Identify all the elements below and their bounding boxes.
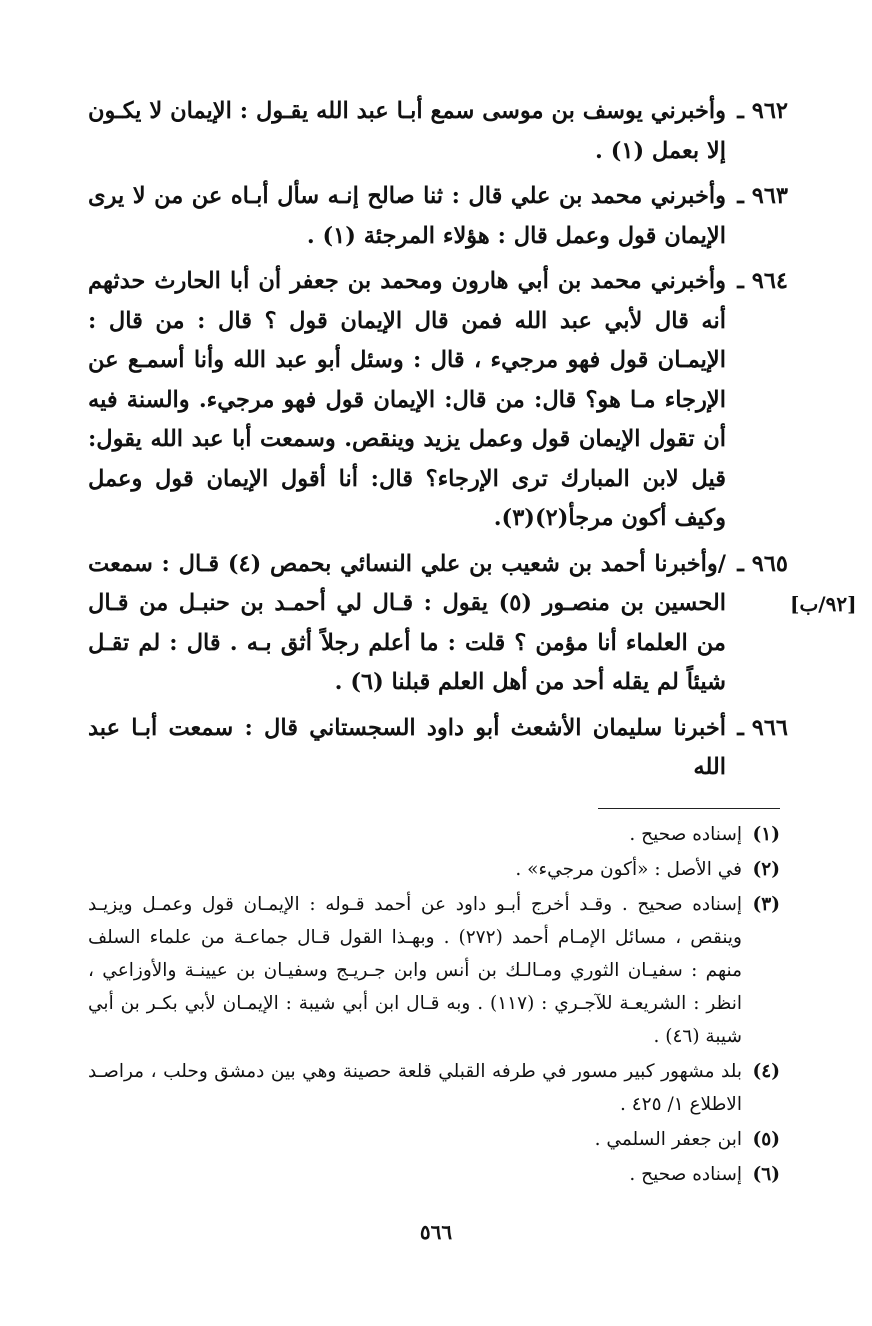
footnote-text: إسناده صحيح . — [629, 824, 742, 845]
entry-text: أخبرنا سليمان الأشعث أبو داود السجستاني قال : سمعت أبـا عبد الله — [88, 714, 726, 780]
footnote-number: (٤) — [752, 1061, 780, 1082]
entry-number: ٩٦٥ ـ — [737, 550, 788, 577]
footnote-number: (٢) — [752, 859, 780, 880]
entry-text: وأخبرني محمد بن علي قال : ثنا صالح إنـه سأل أبـاه عن من لا يرى الإيمان قول وعمل قال : هؤلاء المرجئة (١) . — [88, 183, 726, 249]
narration-entry — [88, 545, 788, 703]
narration-entry — [88, 262, 788, 539]
footnote — [88, 888, 780, 1053]
entry-text: وأخبرني يوسف بن موسى سمع أبـا عبد الله يقـول : الإيمان لا يكـون إلا بعمل (١) . — [88, 98, 726, 164]
footnote-text: بلد مشهور كبير مسور في طرفه القبلي قلعة حصينة وهي بين دمشق وحلب ، مراصـد الاطلاع ١/ ٤٢٥ . — [88, 1061, 742, 1115]
narration-entry — [88, 709, 788, 788]
entry-number: ٩٦٣ ـ — [737, 183, 788, 209]
narration-entry — [88, 92, 788, 171]
footnote — [88, 1158, 780, 1191]
page-number: ٥٦٦ — [419, 1220, 453, 1244]
entry-text: وأخبرني محمد بن أبي هارون ومحمد بن جعفر أن أبا الحارث حدثهم أنه قال لأبي عبد الله فمن قال الإيمان قول ؟ قال : من قال : الإيمـان قول فهو مرجيء ، قال : وسئل أبو عبد الله وأنا أسمـع عن الإرجاء مـا هو؟ قال: من قال: الإيمان قول فهو مرجيء. والسنة فيه أن تقول الإيمان قول وعمل يزيد وينقص. وسمعت أبا عبد الله يقول: قيل لابن المبارك ترى الإرجاء؟ قال: أنا أقول الإيمان قول وعمل وكيف أكون مرجأ(٢)(٣). — [88, 268, 726, 531]
entry-number: ٩٦٢ ـ — [737, 98, 788, 124]
footnote-text: في الأصل : «أكون مرجيء» . — [515, 859, 742, 880]
footnote — [88, 1123, 780, 1156]
footnote-text: إسناده صحيح . — [629, 1164, 742, 1185]
footnote-text: ابن جعفر السلمي . — [594, 1129, 742, 1150]
footnote-divider — [598, 808, 780, 809]
entry-text: /وأخبرنا أحمد بن شعيب بن علي النسائي بحمص (٤) قـال : سمعت الحسين بن منصـور (٥) يقول : قـال لي أحمـد بن حنبـل من قـال من العلماء أنا مؤمن ؟ قلت : ما أعلم رجلاً أثق بـه . قال : لم تقـل شيئاً لم يقله أحد من أهل العلم قبلنا (٦) . — [88, 550, 726, 695]
margin-folio-note: [٩٢/ب] — [790, 592, 857, 616]
footnote — [88, 1055, 780, 1121]
footnote — [88, 818, 780, 851]
footnote-number: (٣) — [752, 894, 780, 915]
footnote-number: (١) — [752, 824, 780, 845]
footnote-number: (٦) — [752, 1164, 780, 1185]
footnote-number: (٥) — [752, 1129, 780, 1150]
entry-number: ٩٦٤ ـ — [737, 268, 788, 294]
entry-number: ٩٦٦ ـ — [737, 714, 788, 741]
main-text — [88, 92, 788, 794]
narration-entry — [88, 177, 788, 256]
footnote — [88, 853, 780, 886]
footnotes — [88, 818, 780, 1193]
footnote-text: إسناده صحيح . وقـد أخرج أبـو داود عن أحمد قـوله : الإيمـان قول وعمـل ويزيـد وينقص ، مسائل الإمـام أحمد (٢٧٢) . وبهـذا القول قـال جماعـة من علماء السلف منهم : سفيـان الثوري ومـالـك بن أنس وابن جـريـج وسفيـان بن عيينـة والأوزاعي ، انظر : الشريعـة للآجـري : (١١٧) . وبه قـال ابن أبي شيبة : الإيمـان لأبي بكـر بن أبي شيبة (٤٦) . — [88, 894, 742, 1047]
